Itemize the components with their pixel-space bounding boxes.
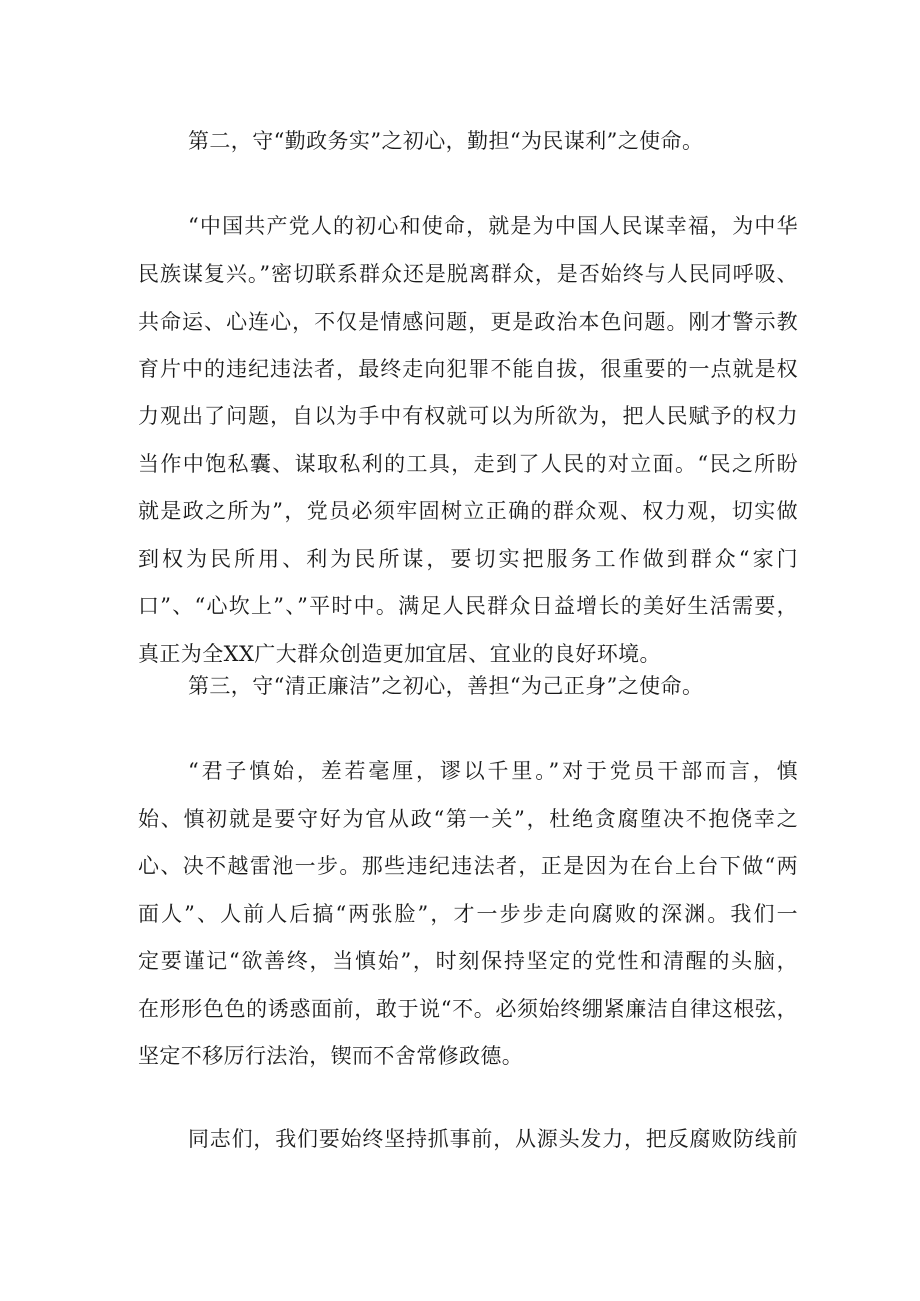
paragraph-1-line: 到权为民所用、利为民所谋，要切实把服务工作做到群众“家门 [138, 547, 798, 571]
paragraph-2-line: 面人”、人前人后搞“两张脸”，才一步步走向腐败的深渊。我们一 [138, 902, 798, 926]
paragraph-1-line: 真正为全XX广大群众创造更加宜居、宜业的良好环境。 [138, 642, 661, 666]
paragraph-1-line: 口”、“心坎上”、”平时中。满足人民群众日益增长的美好生活需要， [138, 594, 798, 618]
section-heading-3: 第三，守“清正廉洁”之初心，善担“为己正身”之使命。 [188, 674, 704, 698]
paragraph-1-line: “中国共产党人的初心和使命，就是为中国人民谋幸福，为中华 [188, 214, 798, 238]
paragraph-1-line: 就是政之所为”，党员必须牢固树立正确的群众观、权力观，切实做 [138, 499, 798, 523]
paragraph-2-line: 坚定不移厉行法治，锲而不舍常修政德。 [138, 1044, 524, 1068]
paragraph-1-line: 共命运、心连心，不仅是情感问题，更是政治本色问题。刚才警示教 [138, 310, 798, 334]
paragraph-1-line: 民族谋复兴。”密切联系群众还是脱离群众，是否始终与人民同呼吸、 [138, 262, 798, 286]
paragraph-2-line: “君子慎始，差若毫厘，谬以千里。”对于党员干部而言，慎 [188, 759, 798, 783]
section-heading-2: 第二，守“勤政务实”之初心，勤担“为民谋利”之使命。 [188, 129, 704, 153]
paragraph-2-line: 始、慎初就是要守好为官从政“第一关”，杜绝贪腐堕决不抱侥幸之 [138, 807, 798, 831]
paragraph-2-line: 定要谨记“欲善终，当慎始”，时刻保持坚定的党性和清醒的头脑， [138, 949, 798, 973]
paragraph-1-line: 当作中饱私囊、谋取私利的工具，走到了人民的对立面。“民之所盼 [138, 452, 798, 476]
paragraph-1-line: 力观出了问题，自以为手中有权就可以为所欲为，把人民赋予的权力 [138, 404, 798, 428]
paragraph-3-line: 同志们，我们要始终坚持抓事前，从源头发力，把反腐败防线前 [188, 1127, 798, 1151]
paragraph-1-line: 育片中的违纪违法者，最终走向犯罪不能自拔，很重要的一点就是权 [138, 357, 798, 381]
paragraph-2-line: 心、决不越雷池一步。那些违纪违法者，正是因为在台上台下做“两 [138, 854, 798, 878]
paragraph-2-line: 在形形色色的诱惑面前，敢于说“不。必须始终绷紧廉洁自律这根弦， [138, 997, 798, 1021]
